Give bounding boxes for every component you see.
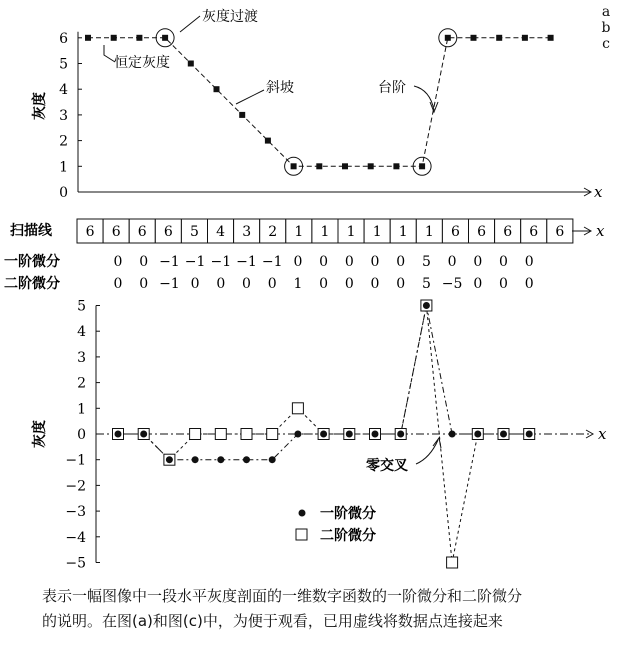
scan-line-value: 1: [424, 224, 434, 240]
scan-line-value: 1: [320, 224, 330, 240]
first-derivative-label: 一阶微分: [4, 254, 60, 270]
panel-a-chart: [31, 8, 603, 201]
panel-c-y-tick-label: 2: [77, 375, 86, 392]
panel-b-x-axis-label: x: [596, 222, 605, 240]
first-derivative-point: [474, 431, 481, 438]
panel-a-highlight-circles: [156, 29, 457, 176]
scan-line-value: 6: [529, 224, 539, 240]
scan-line-value: 6: [477, 224, 487, 240]
panel-a-y-tick-label: 3: [59, 107, 68, 124]
first-derivative-value: −1: [159, 254, 180, 270]
annotation-constant-gray: 恒定灰度: [114, 55, 170, 71]
panel-c-y-tick-label: 3: [77, 349, 86, 366]
first-derivative-value: 0: [396, 254, 406, 270]
panel-a-y-ticks: [59, 31, 82, 201]
annotation-ramp: 斜坡: [266, 80, 294, 96]
first-derivative-point: [294, 431, 301, 438]
second-derivative-value: −5: [441, 276, 463, 292]
second-derivative-point: [292, 403, 303, 414]
panel-c-y-axis-label: 灰度: [32, 420, 48, 448]
annotation-gray-transition-leader: [180, 16, 200, 32]
scan-line-value: 6: [111, 224, 121, 240]
first-derivative-value: 0: [293, 254, 303, 270]
scan-line-value: 6: [450, 224, 460, 240]
first-derivative-point: [500, 431, 507, 438]
legend-second-derivative-marker: [296, 529, 307, 540]
scan-line-value: 6: [85, 224, 95, 240]
first-derivative-value: 0: [139, 254, 149, 270]
panel-a-point: [136, 35, 142, 41]
second-derivative-value: 0: [524, 276, 534, 292]
legend-second-derivative-label: 二阶微分: [320, 528, 376, 544]
annotation-ramp-leader: [236, 90, 264, 104]
first-derivative-value: 0: [319, 254, 329, 270]
panel-label-a: a: [601, 4, 611, 20]
second-derivative-value: 0: [319, 276, 329, 292]
first-derivative-point: [243, 456, 250, 463]
first-derivative-value: −1: [210, 254, 232, 270]
panel-a-point: [548, 35, 554, 41]
scan-line-value: 2: [268, 224, 278, 240]
panel-a-y-tick-label: 1: [59, 159, 68, 176]
first-derivative-value: 0: [370, 254, 380, 270]
scan-line-value: 6: [163, 224, 173, 240]
panel-c-y-tick-label: 0: [77, 427, 86, 443]
second-derivative-value: 0: [267, 276, 277, 292]
second-derivative-point: [447, 557, 458, 568]
panel-c-y-tick-label: −1: [65, 452, 86, 469]
panel-a-annotations: [104, 8, 438, 112]
panel-c-x-axis-label: x: [598, 425, 607, 443]
panel-c-y-tick-label: −2: [65, 478, 86, 495]
legend-first-derivative-marker: [299, 510, 306, 517]
first-derivative-point: [526, 431, 533, 438]
second-derivative-value: 5: [421, 276, 431, 292]
panel-a-point: [162, 35, 168, 41]
panel-c-y-tick-label: 5: [77, 298, 86, 315]
panel-a-point: [496, 35, 502, 41]
panel-a-point: [239, 112, 245, 118]
first-derivative-point: [346, 431, 353, 438]
second-derivative-value: 1: [293, 276, 303, 292]
panel-c-chart: [31, 299, 607, 572]
second-derivative-label: 二阶微分: [4, 276, 60, 292]
panel-label-b: b: [601, 20, 611, 36]
legend-first-derivative-label: 一阶微分: [320, 506, 376, 522]
panel-a-point: [316, 163, 322, 169]
first-derivative-point: [320, 431, 327, 438]
panel-a-y-axis-label: 灰度: [32, 92, 48, 120]
panel-a-y-tick-label: 0: [59, 185, 68, 201]
panel-label-c: c: [602, 36, 610, 52]
panel-b-table: [4, 219, 605, 292]
second-derivative-value: 0: [216, 276, 226, 292]
first-derivative-value: 0: [113, 254, 123, 270]
second-derivative-point: [241, 429, 252, 440]
first-derivative-value: 0: [524, 254, 534, 270]
panel-a-point: [522, 35, 528, 41]
second-derivative-point: [190, 429, 201, 440]
panel-c-legend: [296, 505, 376, 544]
first-derivative-value: 0: [447, 254, 457, 270]
first-derivative-value: −1: [184, 254, 206, 270]
first-derivative-point: [217, 456, 224, 463]
annotation-step-leader: [414, 86, 434, 110]
first-derivative-point: [140, 431, 147, 438]
scan-line-label: 扫描线: [10, 223, 52, 239]
second-derivative-value: 0: [113, 276, 123, 292]
second-derivative-value: 0: [344, 276, 354, 292]
first-derivative-point: [423, 302, 430, 309]
annotation-step-arrowhead: [430, 102, 438, 112]
panel-a-point: [393, 163, 399, 169]
first-derivative-point: [192, 456, 199, 463]
annotation-gray-transition: 灰度过渡: [202, 9, 258, 25]
panel-a-point: [291, 163, 297, 169]
panel-c-y-tick-label: −3: [65, 504, 86, 521]
panel-c-annotation: [366, 438, 441, 474]
panel-c-y-tick-label: 4: [77, 324, 86, 341]
second-derivative-value: 0: [139, 276, 149, 292]
scan-line-value: 4: [216, 224, 226, 240]
caption-line-1: 表示一幅图像中一段水平灰度剖面的一维数字函数的一阶微分和二阶微分: [42, 587, 523, 605]
figure-caption: [42, 584, 632, 634]
panel-a-point: [342, 163, 348, 169]
first-derivative-value: 5: [421, 254, 431, 270]
second-derivative-value: 0: [242, 276, 251, 292]
first-derivative-point: [397, 431, 404, 438]
panel-c-y-tick-label: −5: [65, 555, 86, 572]
panel-a-point: [111, 35, 117, 41]
scan-line-value: 1: [372, 224, 382, 240]
panel-a-point: [188, 61, 194, 67]
scan-line-value: 6: [137, 224, 147, 240]
first-derivative-value: 0: [499, 254, 508, 270]
panel-c-y-tick-label: 1: [77, 401, 86, 418]
annotation-zero-crossing: 零交叉: [366, 458, 408, 474]
first-derivative-point: [372, 431, 379, 438]
second-derivative-values: [114, 276, 534, 292]
first-derivative-values: [114, 254, 534, 270]
panel-a-point: [368, 163, 374, 169]
scan-line-value: 1: [398, 224, 408, 240]
scan-line-value: 6: [555, 224, 565, 240]
panel-c-y-tick-label: −4: [65, 529, 86, 546]
scan-line-value: 5: [189, 224, 199, 240]
second-derivative-value: 0: [396, 276, 406, 292]
first-derivative-value: −1: [236, 254, 257, 270]
first-derivative-point: [449, 431, 456, 438]
first-derivative-point: [166, 456, 173, 463]
panel-a-point: [85, 35, 91, 41]
second-derivative-value: 0: [370, 276, 380, 292]
second-derivative-value: 0: [190, 276, 200, 292]
caption-line-2: 的说明。在图(a)和图(c)中，为便于观看，已用虚线将数据点连接起来: [42, 612, 503, 630]
scan-line-value: 3: [242, 224, 252, 240]
second-derivative-point: [215, 429, 226, 440]
panel-a-point: [419, 163, 425, 169]
panel-a-point: [471, 35, 477, 41]
scan-line-value: 1: [294, 224, 304, 240]
panel-a-point: [265, 138, 271, 144]
annotation-step: 台阶: [378, 80, 406, 96]
first-derivative-value: −1: [261, 254, 283, 270]
second-derivative-value: 0: [499, 276, 508, 292]
second-derivative-value: −1: [159, 276, 180, 292]
scan-line-value: 1: [346, 224, 356, 240]
first-derivative-value: 0: [473, 254, 483, 270]
first-derivative-point: [269, 456, 276, 463]
second-derivative-value: 0: [473, 276, 483, 292]
second-derivative-point: [267, 429, 278, 440]
panel-c-y-ticks: [65, 299, 100, 572]
panel-a-x-axis-label: x: [594, 183, 603, 201]
scan-line-value: 6: [503, 224, 513, 240]
panel-a-y-tick-label: 6: [59, 30, 68, 47]
panel-a-y-tick-label: 5: [59, 56, 68, 73]
first-derivative-value: 0: [344, 254, 354, 270]
panel-a-point: [445, 35, 451, 41]
panel-a-y-tick-label: 2: [59, 133, 68, 150]
panel-a-point: [214, 86, 220, 92]
first-derivative-point: [115, 431, 122, 438]
panel-a-y-tick-label: 4: [59, 82, 68, 99]
